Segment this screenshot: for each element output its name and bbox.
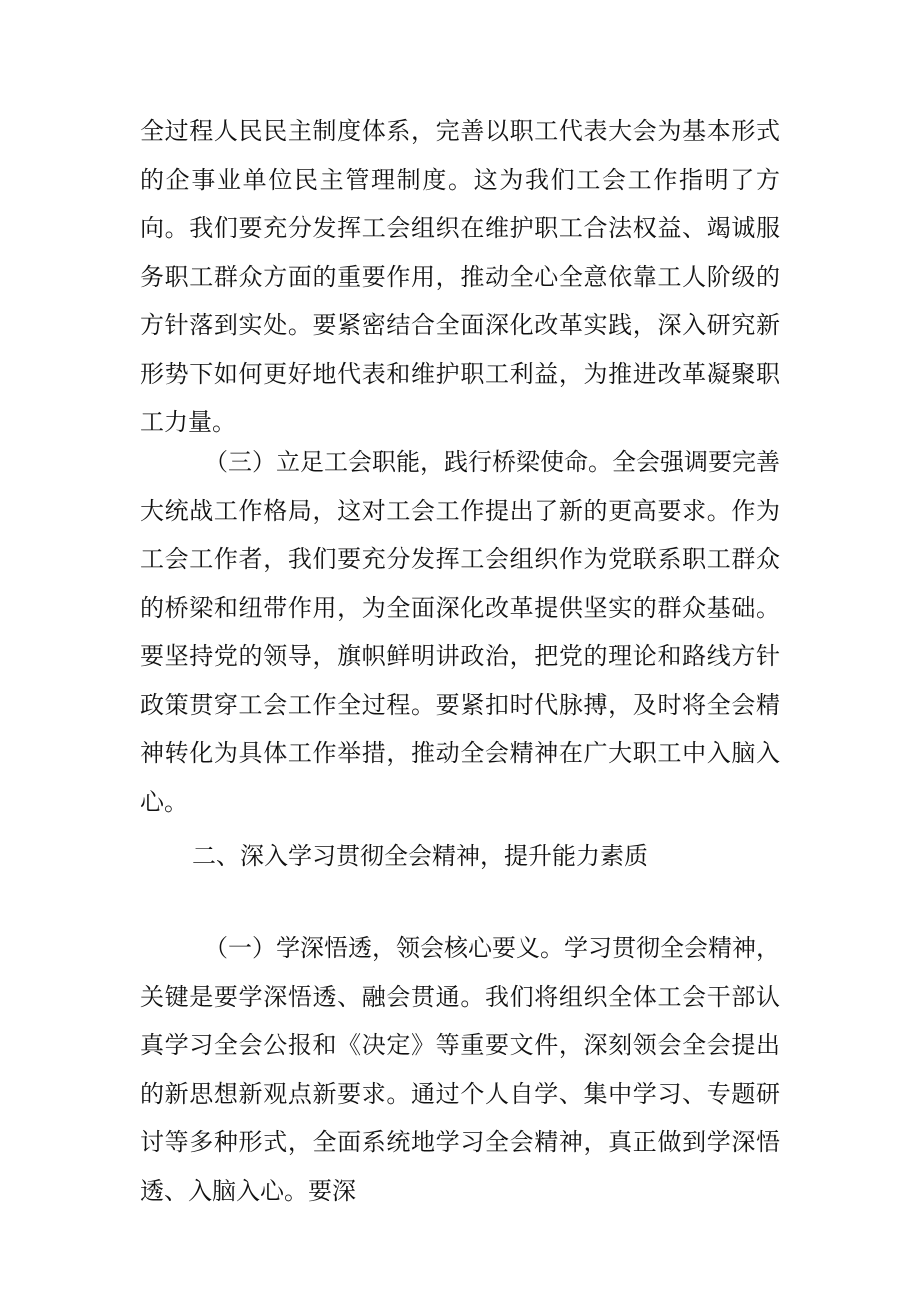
paragraph-continuation: 全过程人民民主制度体系，完善以职工代表大会为基本形式的企事业单位民主管理制度。这为我们工会工作指明了方向。我们要充分发挥工会组织在维护职工合法权益、竭诚服务职工群众方面的重要作用，推动全心全意依靠工人阶级的方针落到实处。要紧密结合全面深化改革实践，深入研究新形势下如何更好地代表和维护职工利益，为推进改革凝聚职工力量。 <box>140 117 780 436</box>
paragraph-section-three: （三）立足工会职能，践行桥梁使命。全会强调要完善大统战工作格局，这对工会工作提出了新的更高要求。作为工会工作者，我们要充分发挥工会组织作为党联系职工群众的桥梁和纽带作用，为全面深化改革提供坚实的群众基础。要坚持党的领导，旗帜鲜明讲政治，把党的理论和路线方针政策贯穿工会工作全过程。要紧扣时代脉搏，及时将全会精神转化为具体工作举措，推动全会精神在广大职工中入脑入心。 <box>140 448 780 816</box>
section-heading-two: 二、深入学习贯彻全会精神，提升能力素质 <box>192 842 648 870</box>
paragraph-section-one: （一）学深悟透，领会核心要义。学习贯彻全会精神，关键是要学深悟透、融会贯通。我们将组织全体工会干部认真学习全会公报和《决定》等重要文件，深刻领会全会提出的新思想新观点新要求。通过个人自学、集中学习、专题研讨等多种形式，全面系统地学习全会精神，真正做到学深悟透、入脑入心。要深 <box>140 934 780 1205</box>
